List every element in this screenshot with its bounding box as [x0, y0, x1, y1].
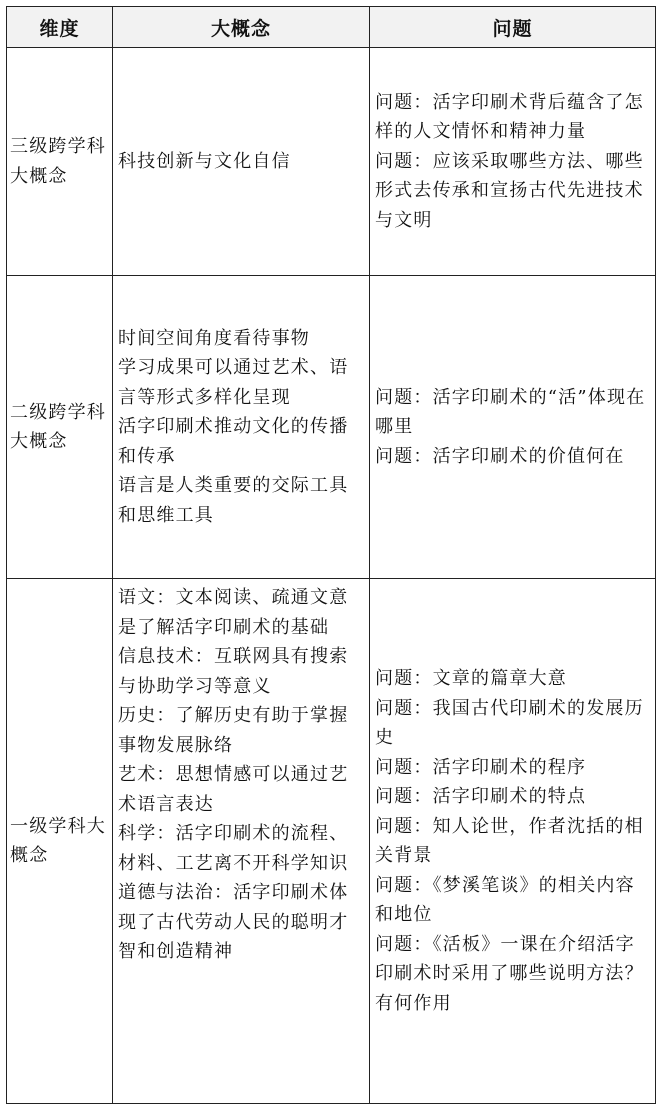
- concept-item: 科技创新与文化自信: [118, 150, 291, 172]
- header-big-concept: 大概念: [113, 7, 370, 48]
- question-item: 问题：活字印刷术的程序: [375, 756, 587, 778]
- dimension-cell: [7, 48, 113, 276]
- dimension-label: 三级跨学科大概念: [10, 136, 106, 187]
- concept-item: 时间空间角度看待事物: [118, 327, 310, 349]
- questions-cell: [370, 276, 656, 579]
- question-item: 问题：活字印刷术的特点: [375, 786, 587, 807]
- question-item: 问题：我国古代印刷术的发展历史: [375, 697, 644, 748]
- questions-cell: [370, 579, 656, 1104]
- questions-cell: [370, 48, 656, 276]
- concept-cell: [113, 48, 370, 276]
- dimension-label: 二级跨学科大概念: [10, 401, 106, 452]
- dimension-label: 一级学科大概念: [10, 815, 106, 866]
- question-item: 问题：应该采取哪些方法、哪些形式去传承和宣扬古代先进技术与文明: [375, 150, 644, 231]
- table-row: [7, 48, 656, 276]
- question-item: 问题：《梦溪笔谈》的相关内容和地位: [375, 874, 635, 925]
- question-item: 问题：活字印刷术背后蕴含了怎样的人文情怀和精神力量: [375, 91, 644, 143]
- concept-item: 活字印刷术推动文化的传播和传承: [118, 416, 349, 467]
- table-row: [7, 276, 656, 579]
- table-row: [7, 579, 656, 1104]
- concept-cell: [113, 276, 370, 579]
- concept-item: 语言是人类重要的交际工具和思维工具: [118, 475, 349, 526]
- concept-item: 道德与法治：活字印刷术体现了古代劳动人民的聪明才智和创造精神: [118, 882, 349, 962]
- concept-cell: [113, 579, 370, 1104]
- concept-item: 科学：活字印刷术的流程、材料、工艺离不开科学知识: [118, 823, 349, 874]
- header-row: [7, 7, 656, 48]
- concept-item: 学习成果可以通过艺术、语言等形式多样化呈现: [118, 357, 349, 408]
- question-item: 问题：文章的篇章大意: [375, 668, 567, 689]
- dimension-cell: [7, 579, 113, 1104]
- concept-item: 语文：文本阅读、疏通文意是了解活字印刷术的基础: [118, 587, 349, 638]
- question-item: 问题：知人论世，作者沈括的相关背景: [375, 815, 644, 866]
- concept-item: 信息技术：互联网具有搜索与协助学习等意义: [118, 646, 349, 697]
- dimension-cell: [7, 276, 113, 579]
- concept-item: 历史：了解历史有助于掌握事物发展脉络: [118, 705, 349, 756]
- big-concept-table: [6, 6, 656, 1104]
- question-item: 问题：《活板》一课在介绍活字印刷术时采用了哪些说明方法？有何作用: [375, 933, 644, 1014]
- question-item: 问题：活字印刷术的“活”体现在哪里: [375, 386, 646, 438]
- header-questions: 问题: [370, 7, 656, 48]
- header-dimension: 维度: [7, 7, 113, 48]
- concept-item: 艺术：思想情感可以通过艺术语言表达: [118, 764, 349, 815]
- question-item: 问题：活字印刷术的价值何在: [375, 445, 625, 467]
